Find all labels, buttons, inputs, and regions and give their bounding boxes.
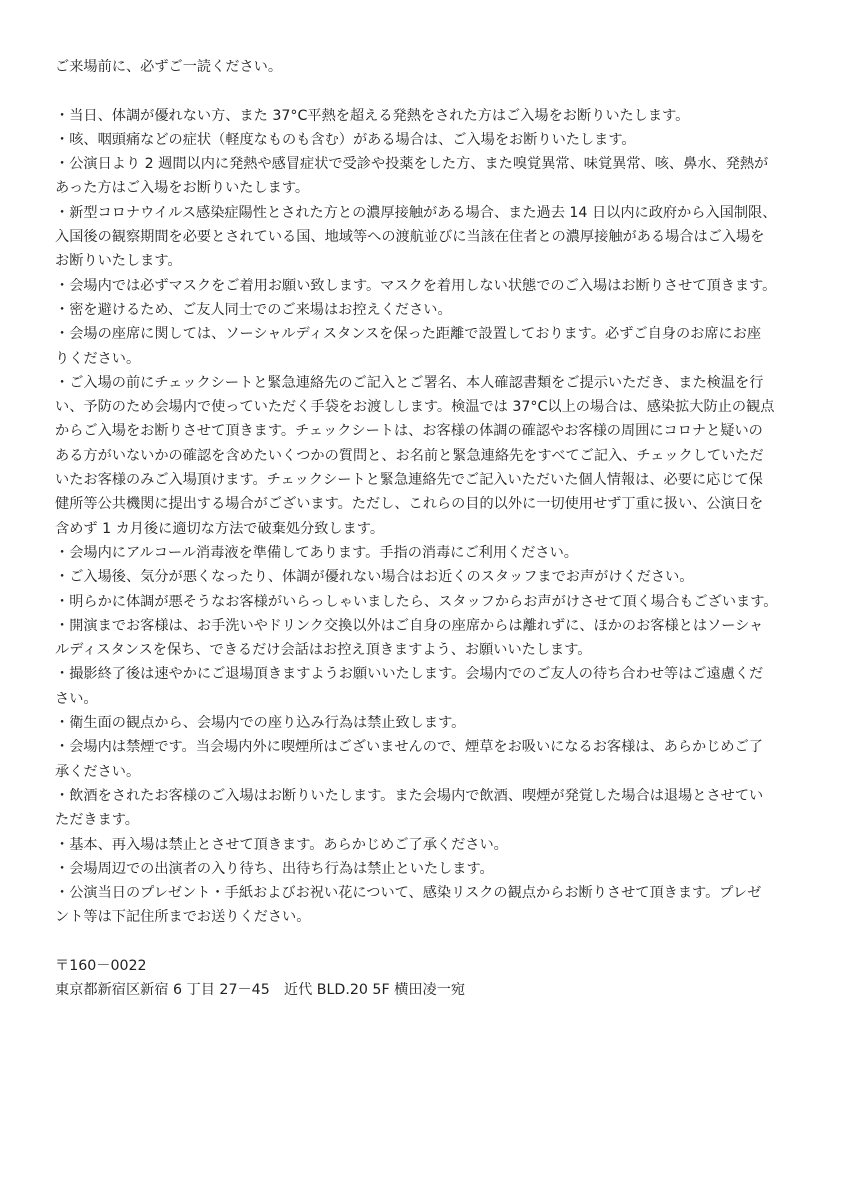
- rule-line: ・当日、体調が優れない方、また 37°C平熱を超える発熱をされた方はご入場をお断りいたします。: [55, 107, 690, 124]
- rule-item: [55, 541, 800, 565]
- rule-item: [55, 322, 800, 371]
- rule-line: ・新型コロナウイルス感染症陽性とされた方との濃厚接触がある場合、また過去 14 日以内に政府から入国制限、: [55, 204, 777, 221]
- rule-item: [55, 881, 800, 930]
- address-block: [55, 954, 800, 1003]
- rule-line: ・咳、咽頭痛などの症状（軽度なものも含む）がある場合は、ご入場をお断りいたします。: [55, 131, 636, 148]
- rule-line: 含めず 1 カ月後に適切な方法で破棄処分致します。: [55, 520, 385, 537]
- rule-line: ・ご入場の前にチェックシートと緊急連絡先のご記入とご署名、本人確認書類をご提示いただき、また検温を行: [55, 374, 764, 391]
- rule-item: [55, 614, 800, 663]
- rule-line: ある方がいないかの確認を含めたいくつかの質問と、お名前と緊急連絡先をすべてご記入、チェックしていただ: [55, 447, 764, 464]
- rule-item: [55, 590, 800, 614]
- rules-list: [55, 104, 800, 930]
- address-line: 東京都新宿区新宿 6 丁目 27－45 近代 BLD.20 5F 横田凌一宛: [55, 982, 466, 999]
- rule-line: りください。: [55, 350, 141, 367]
- rule-line: ・会場内では必ずマスクをご着用お願い致します。マスクを着用しない状態でのご入場はお断りさせて頂きます。: [55, 277, 777, 294]
- rule-item: [55, 371, 800, 541]
- rule-item: [55, 201, 800, 274]
- rule-line: ・会場周辺での出演者の入り待ち、出待ち行為は禁止といたします。: [55, 860, 494, 877]
- postal-code: 〒160－0022: [55, 957, 147, 974]
- rule-line: ・会場の座席に関しては、ソーシャルディスタンスを保った距離で設置しております。必ずご自身のお席にお座: [55, 326, 762, 343]
- rule-line: ・撮影終了後は速やかにご退場頂きますようお願いいたします。会場内でのご友人の待ち合わせ等はご遠慮くだ: [55, 666, 764, 683]
- rule-line: あった方はご入場をお断りいたします。: [55, 180, 310, 197]
- rule-line: ・飲酒をされたお客様のご入場はお断りいたします。また会場内で飲酒、喫煙が発覚した場合は退場とさせてい: [55, 787, 764, 804]
- rule-line: ・公演日より 2 週間以内に発熱や感冒症状で受診や投薬をした方、また嗅覚異常、味覚異常、咳、鼻水、発熱が: [55, 156, 769, 173]
- rule-line: ・会場内は禁煙です。当会場内外に喫煙所はございませんので、煙草をお吸いになるお客様は、あらかじめご了: [55, 739, 763, 756]
- rule-line: 健所等公共機関に提出する場合がございます。ただし、これらの目的以外に一切使用せず丁重に扱い、公演日を: [55, 496, 764, 513]
- rule-line: お断りいたします。: [55, 253, 182, 270]
- rule-line: ・ご入場後、気分が悪くなったり、体調が優れない場合はお近くのスタッフまでお声がけください。: [55, 569, 694, 586]
- rule-line: 入国後の観察期間を必要とされている国、地域等への渡航並びに当該在住者との濃厚接触がある場合はご入場を: [55, 229, 765, 246]
- rule-item: [55, 662, 800, 711]
- rule-item: [55, 857, 800, 881]
- rule-item: [55, 298, 800, 322]
- rule-line: ・密を避けるため、ご友人同士でのご来場はお控えください。: [55, 301, 452, 318]
- rule-line: ただきます。: [55, 812, 139, 829]
- rule-item: [55, 565, 800, 589]
- rule-line: ルディスタンスを保ち、できるだけ会話はお控え頂きますよう、お願いいたします。: [55, 642, 592, 659]
- rule-line: ・公演当日のプレゼント・手紙およびお祝い花について、感染リスクの観点からお断りさせて頂きます。プレゼ: [55, 885, 762, 902]
- rule-item: [55, 735, 800, 784]
- rule-line: い、予防のため会場内で使っていただく手袋をお渡しします。検温では 37°C以上の場合は、感染拡大防止の観点: [55, 399, 775, 416]
- rule-line: いたお客様のみご入場頂けます。チェックシートと緊急連絡先でご記入いただいた個人情報は、必要に応じて保: [55, 472, 763, 489]
- rule-line: ・衛生面の観点から、会場内での座り込み行為は禁止致します。: [55, 715, 466, 732]
- rule-line: ・明らかに体調が悪そうなお客様がいらっしゃいましたら、スタッフからお声がけさせて頂く場合もございます。: [55, 593, 778, 610]
- rule-item: [55, 711, 800, 735]
- intro-text: ご来場前に、必ずご一読ください。: [55, 59, 283, 75]
- spacer: [55, 79, 800, 103]
- rule-line: ・基本、再入場は禁止とさせて頂きます。あらかじめご了承ください。: [55, 836, 508, 853]
- rule-item: [55, 833, 800, 857]
- rule-item: [55, 274, 800, 298]
- rule-line: ・会場内にアルコール消毒液を準備してあります。手指の消毒にご利用ください。: [55, 544, 578, 561]
- rule-line: ・開演までお客様は、お手洗いやドリンク交換以外はご自身の座席からは離れずに、ほかのお客様とはソーシャ: [55, 617, 764, 634]
- rule-line: 承ください。: [55, 763, 141, 780]
- rule-line: さい。: [55, 690, 98, 707]
- rule-item: [55, 784, 800, 833]
- rule-item: [55, 128, 800, 152]
- rule-item: [55, 104, 800, 128]
- rule-line: ント等は下記住所までお送りください。: [55, 909, 311, 926]
- rule-item: [55, 152, 800, 201]
- notice-body: [55, 55, 800, 1003]
- rule-line: からご入場をお断りさせて頂きます。チェックシートは、お客様の体調の確認やお客様の周囲にコロナと疑いの: [55, 423, 763, 440]
